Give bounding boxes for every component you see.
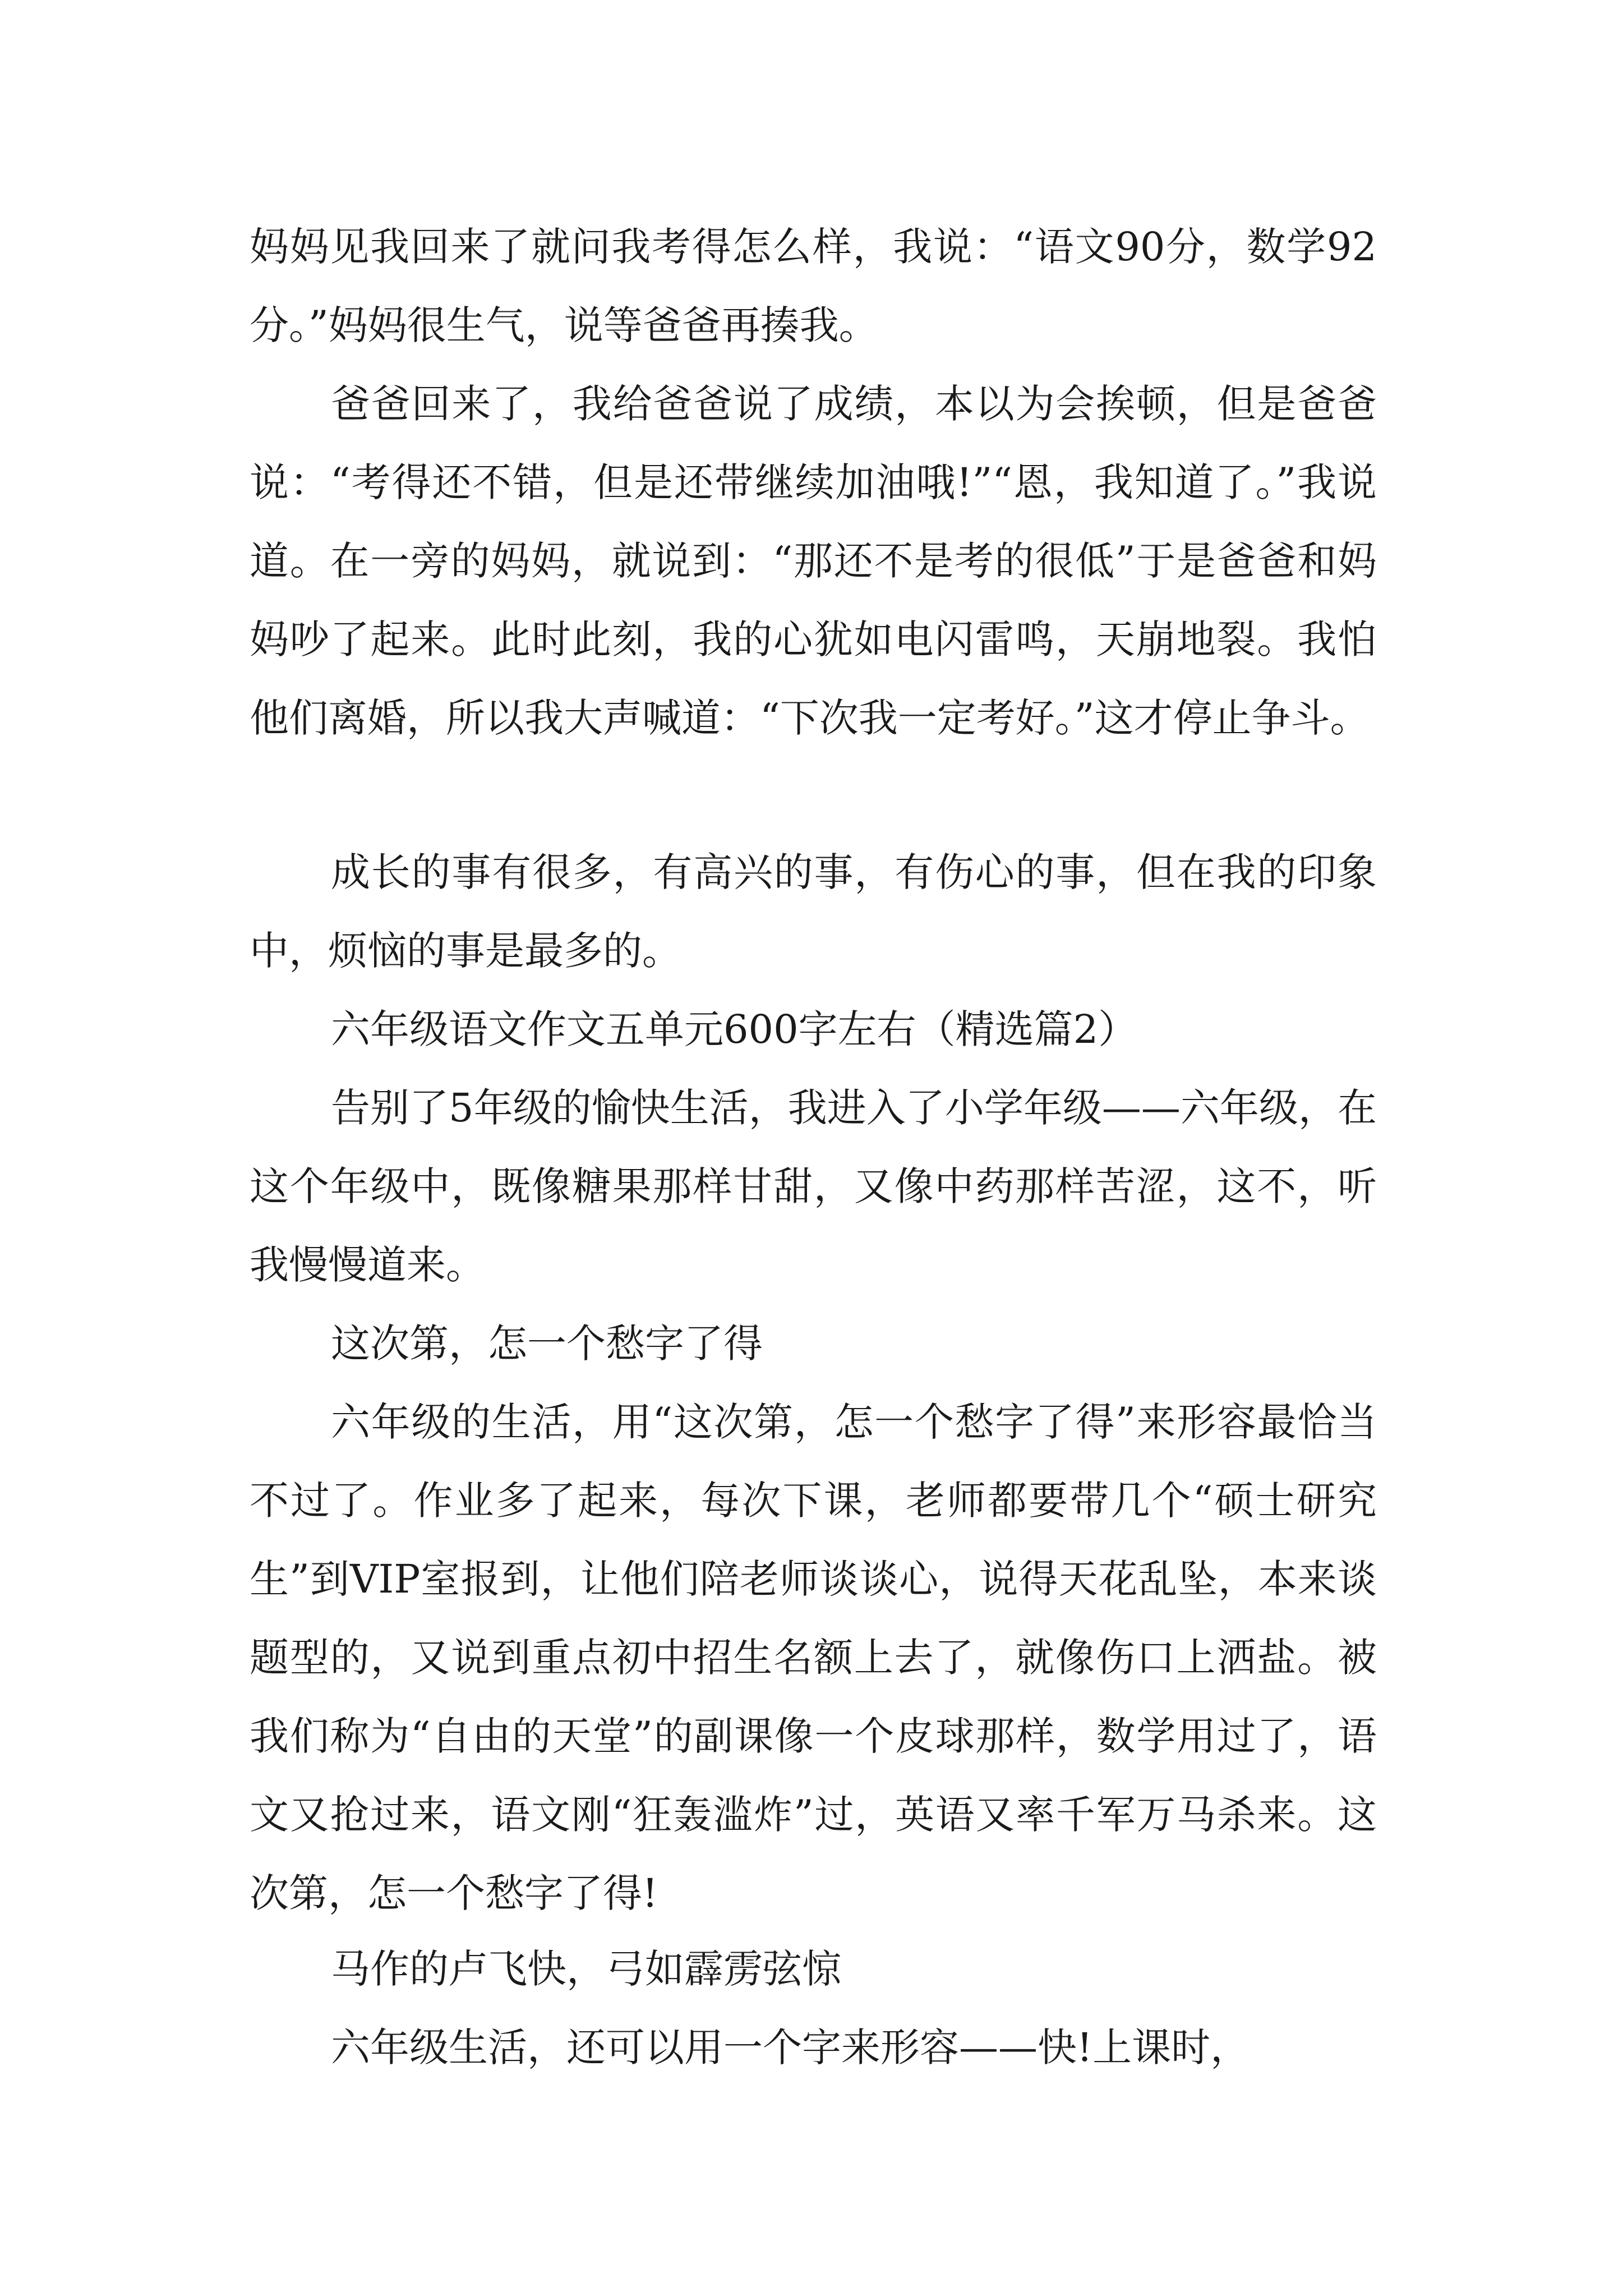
paragraph: 成长的事有很多，有高兴的事，有伤心的事，但在我的印象中，烦恼的事是最多的。 <box>250 849 1377 974</box>
paragraph: 告别了5年级的愉快生活，我进入了小学年级——六年级，在这个年级中，既像糖果那样甘甜，又像中药那样苦涩，这不，听我慢慢道来。 <box>250 1085 1377 1288</box>
subheading: 马作的卢飞快，弓如霹雳弦惊 <box>331 1946 841 1992</box>
paragraph: 六年级的生活，用“这次第，怎一个愁字了得”来形容最恰当不过了。作业多了起来，每次下课，老师都要带几个“硕士研究生”到VIP室报到，让他们陪老师谈谈心，说得天花乱坠，本来谈题型的，又说到重点初中招生名额上去了，就像伤口上洒盐。被我们称为“自由的天堂”的副课像一个皮球那样，数学用过了，语文又抢过来，语文刚“狂轰滥炸”过，英语又率千军万马杀来。这次第，怎一个愁字了得! <box>250 1399 1377 1916</box>
paragraph: 爸爸回来了，我给爸爸说了成绩，本以为会挨顿，但是爸爸说：“考得还不错，但是还带继续加油哦!”“恩，我知道了。”我说道。在一旁的妈妈，就说到：“那还不是考的很低”于是爸爸和妈妈吵了起来。此时此刻，我的心犹如电闪雷鸣，天崩地裂。我怕他们离婚，所以我大声喊道：“下次我一定考好。”这才停止争斗。 <box>250 381 1377 741</box>
paragraph: 妈妈见我回来了就问我考得怎么样，我说：“语文90分，数学92分。”妈妈很生气，说等爸爸再揍我。 <box>250 224 1377 348</box>
subheading: 这次第，怎一个愁字了得 <box>331 1320 763 1366</box>
paragraph: 六年级生活，还可以用一个字来形容——快!上课时， <box>331 2024 1250 2070</box>
section-heading: 六年级语文作文五单元600字左右（精选篇2） <box>331 1006 1138 1052</box>
